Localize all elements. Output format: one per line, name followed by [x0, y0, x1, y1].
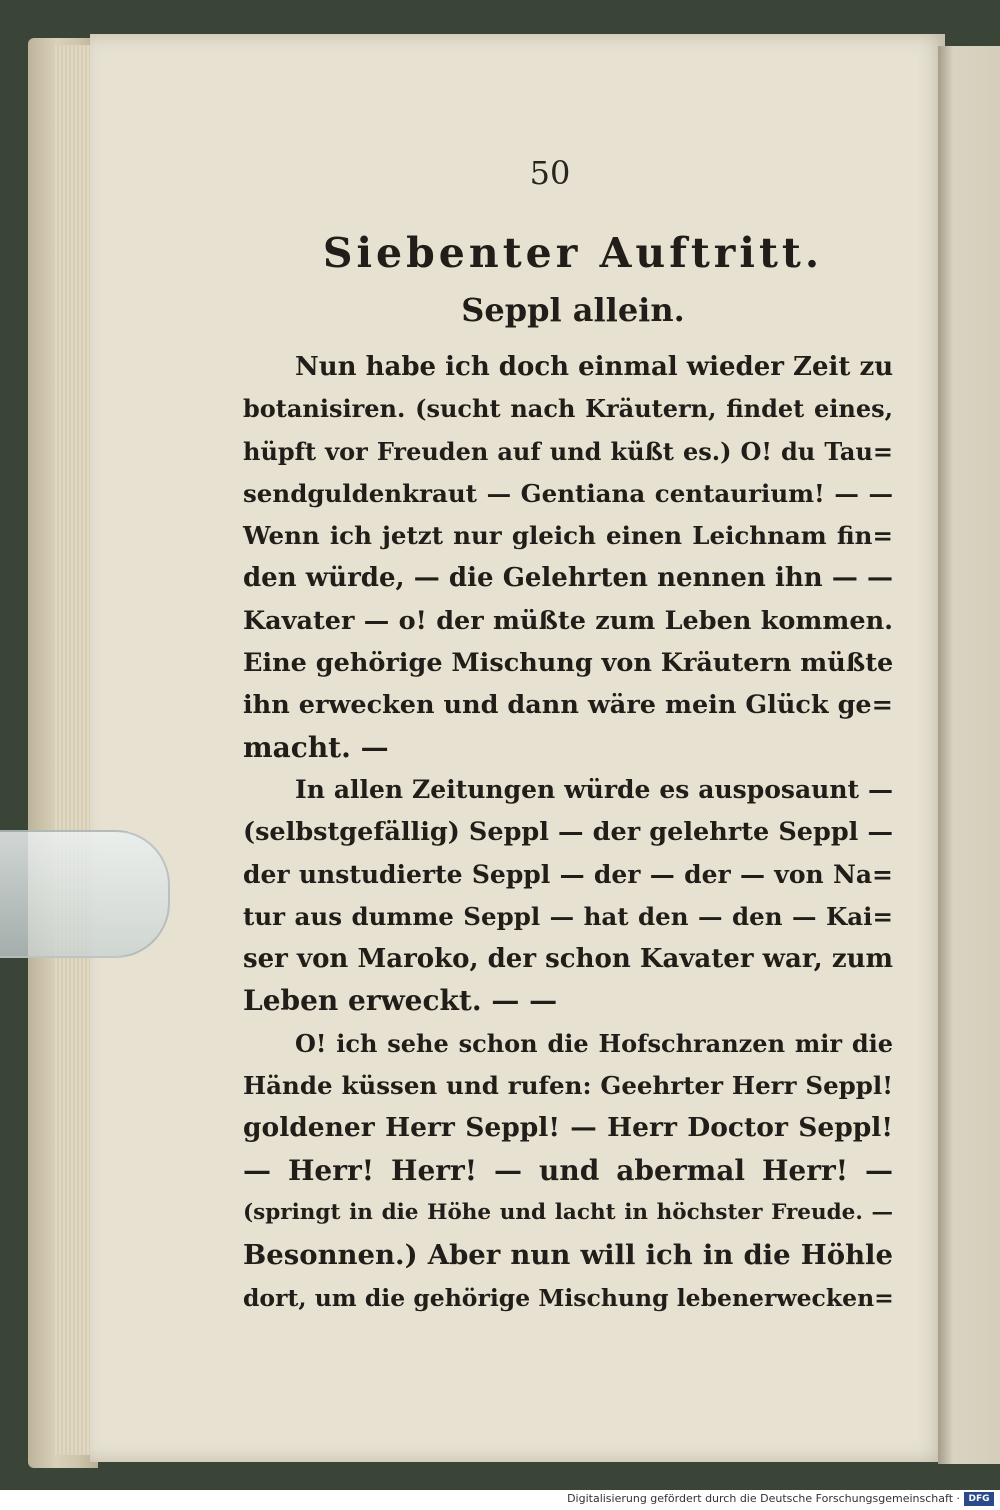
text-line: botanisiren. (sucht nach Kräutern, findet eines,	[243, 394, 893, 424]
text-line: Kavater — o! der müßte zum Leben kommen.	[243, 605, 893, 636]
text-line: Besonnen.) Aber nun will ich in die Höhle	[243, 1239, 893, 1272]
text-line: der unstudierte Seppl — der — der — von Na=	[243, 859, 893, 889]
next-page-edge	[938, 46, 1000, 1464]
text-line: tur aus dumme Seppl — hat den — den — Kai=	[243, 901, 893, 931]
text-line: Eine gehörige Mischung von Kräutern müßte	[243, 648, 894, 679]
text-line: Hände küssen und rufen: Geehrter Herr Seppl!	[243, 1071, 893, 1101]
text-line: — Herr! Herr! — und abermal Herr! —	[243, 1153, 893, 1187]
text-line: In allen Zeitungen würde es ausposaunt —	[295, 774, 893, 804]
text-line: ser von Maroko, der schon Kavater war, zum	[243, 944, 893, 975]
text-line: Nun habe ich doch einmal wieder Zeit zu	[295, 352, 894, 382]
bookmark-clip	[0, 830, 170, 958]
text-line: (springt in die Höhe und lacht in höchster Freude. —	[243, 1199, 893, 1225]
dfg-logo: DFG	[964, 1492, 994, 1506]
paragraph-2	[243, 769, 893, 1023]
text-line: goldener Herr Seppl! — Herr Doctor Seppl!	[243, 1112, 893, 1144]
text-line: (selbstgefällig) Seppl — der gelehrte Seppl —	[243, 817, 893, 848]
text-line: Wenn ich jetzt nur gleich einen Leichnam fin=	[243, 521, 893, 551]
text-line: sendguldenkraut — Gentiana centaurium! — —	[243, 478, 893, 508]
scene-heading: Siebenter Auftritt.	[322, 229, 824, 277]
page-number: 50	[529, 154, 571, 192]
text-line: den würde, — die Gelehrten nennen ihn — —	[243, 563, 893, 594]
page-text	[243, 222, 893, 1319]
funding-credit: Digitalisierung gefördert durch die Deutsche Forschungsgemeinschaft ·	[567, 1492, 960, 1505]
text-line: Leben erweckt. — —	[243, 984, 558, 1018]
text-line: hüpft vor Freuden auf und küßt es.) O! du Tau=	[243, 436, 893, 466]
text-line: ihn erwecken und dann wäre mein Glück ge=	[243, 690, 893, 721]
paragraph-1	[243, 346, 893, 769]
paragraph-3	[243, 1023, 893, 1319]
text-line: O! ich sehe schon die Hofschranzen mir die	[295, 1028, 893, 1058]
scene-subheading: Seppl allein.	[461, 291, 685, 329]
text-line: dort, um die gehörige Mischung lebenerwecken=	[243, 1283, 894, 1312]
text-line: macht. —	[243, 730, 389, 764]
